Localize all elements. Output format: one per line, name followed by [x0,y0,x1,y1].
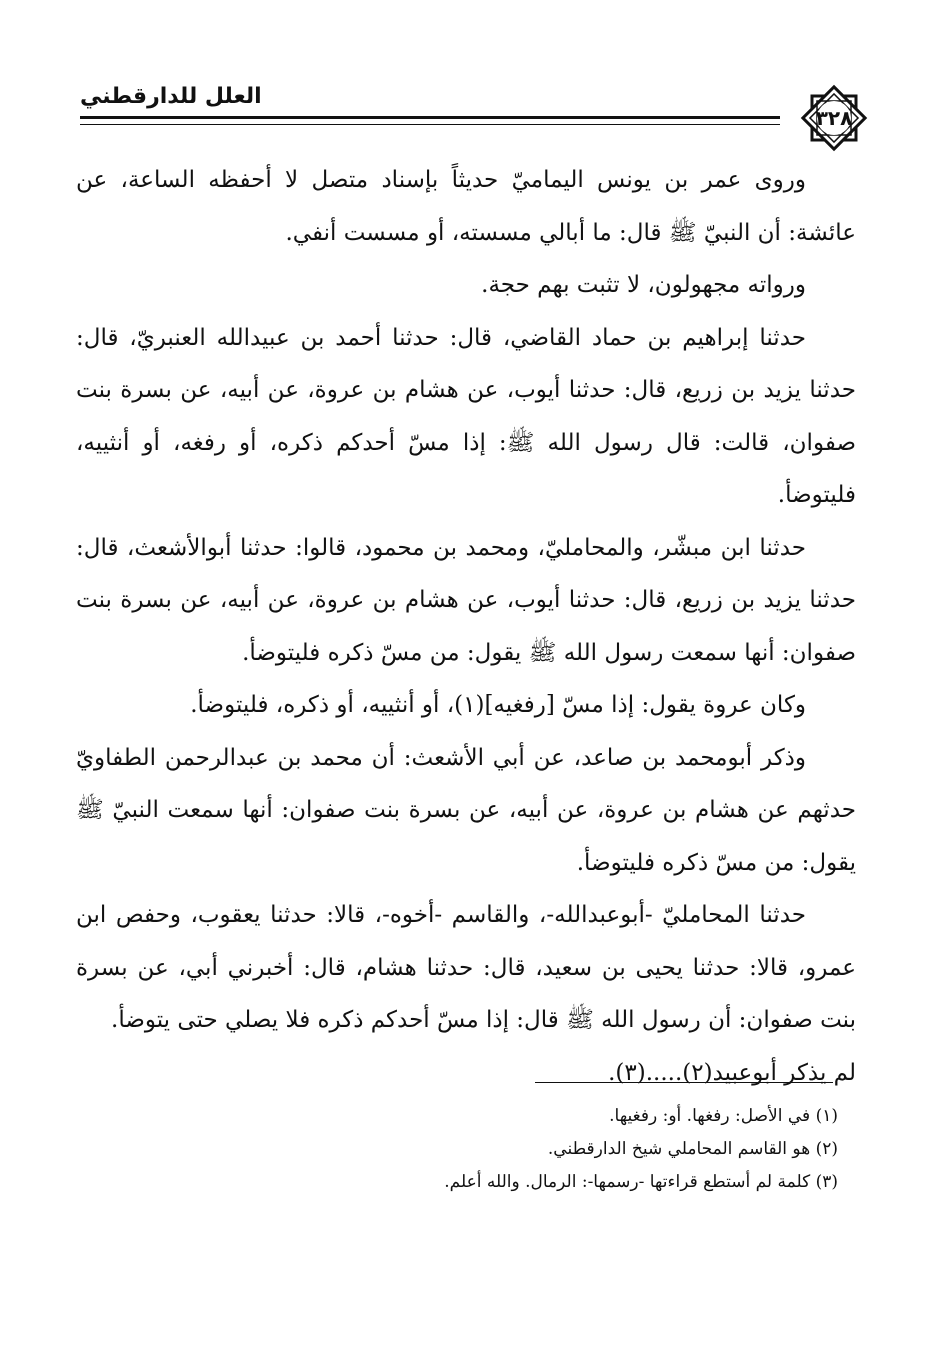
page-number: ٣٢٨ [815,106,853,130]
footnote-separator [535,1082,833,1083]
running-title: العلل للدارقطني [80,84,262,109]
footnotes [120,1100,838,1199]
header-rule-thin [80,124,780,125]
paragraph: حدثنا المحامليّ -أبوعبدالله-، والقاسم -أخوه-، قالا: حدثنا يعقوب، وحفص ابن عمرو، قالا: حدثنا يحيى بن سعيد، قال: حدثنا هشام، قال: أخبرني أبي، عن بسرة بنت صفوان: أن رسول الله ﷺ قال: إذا مسّ أحدكم ذكره فلا يصلي حتى يتوضأ. [76,902,856,1033]
paragraph: وذكر أبومحمد بن صاعد، عن أبي الأشعث: أن محمد بن عبدالرحمن الطفاويّ حدثهم عن هشام بن عروة، عن أبيه، عن بسرة بنت صفوان: أنها سمعت النبيّ ﷺ يقول: من مسّ ذكره فليتوضأ. [76,744,856,876]
paragraph: وروى عمر بن يونس اليماميّ حديثاً بإسناد متصل لا أحفظه الساعة، عن عائشة: أن النبيّ ﷺ قال: ما أبالي مسسته، أو مسست أنفي. [76,167,856,246]
paragraph: حدثنا ابن مبشّر، والمحامليّ، ومحمد بن محمود، قالوا: حدثنا أبوالأشعث، قال: حدثنا يزيد بن زريع، قال: حدثنا أيوب، عن هشام بن عروة، عن أبيه، عن بسرة بنت صفوان: أنها سمعت رسول الله ﷺ يقول: من مسّ ذكره فليتوضأ. [76,534,856,666]
header-rule-thick [80,116,780,119]
page-header [80,78,870,158]
footnote-3: (٣) كلمة لم أستطع قراءتها -رسمها-: الرمال. والله أعلم. [444,1172,838,1192]
paragraph: حدثنا إبراهيم بن حماد القاضي، قال: حدثنا أحمد بن عبيدالله العنبريّ، قال: حدثنا يزيد بن زريع، قال: حدثنا أيوب، عن هشام بن عروة، عن أبيه، عن بسرة بنت صفوان، قالت: قال رسول الله ﷺ: إذا مسّ أحدكم ذكره، أو رفغه، أو أنثييه، فليتوضأ. [76,324,856,508]
main-text [76,154,856,1099]
paragraph: لم يذكر أبوعبيد(٢).....(٣). [608,1059,856,1086]
page-number-badge [798,82,870,154]
paragraph: وكان عروة يقول: إذا مسّ [رفغيه](١)، أو أنثييه، أو ذكره، فليتوضأ. [190,692,806,718]
paragraph: ورواته مجهولون، لا تثبت بهم حجة. [481,272,806,298]
footnote-2: (٢) هو القاسم المحاملي شيخ الدارقطني. [547,1139,838,1159]
footnote-1: (١) في الأصل: رفغها. أو: رفغيها. [609,1106,838,1126]
